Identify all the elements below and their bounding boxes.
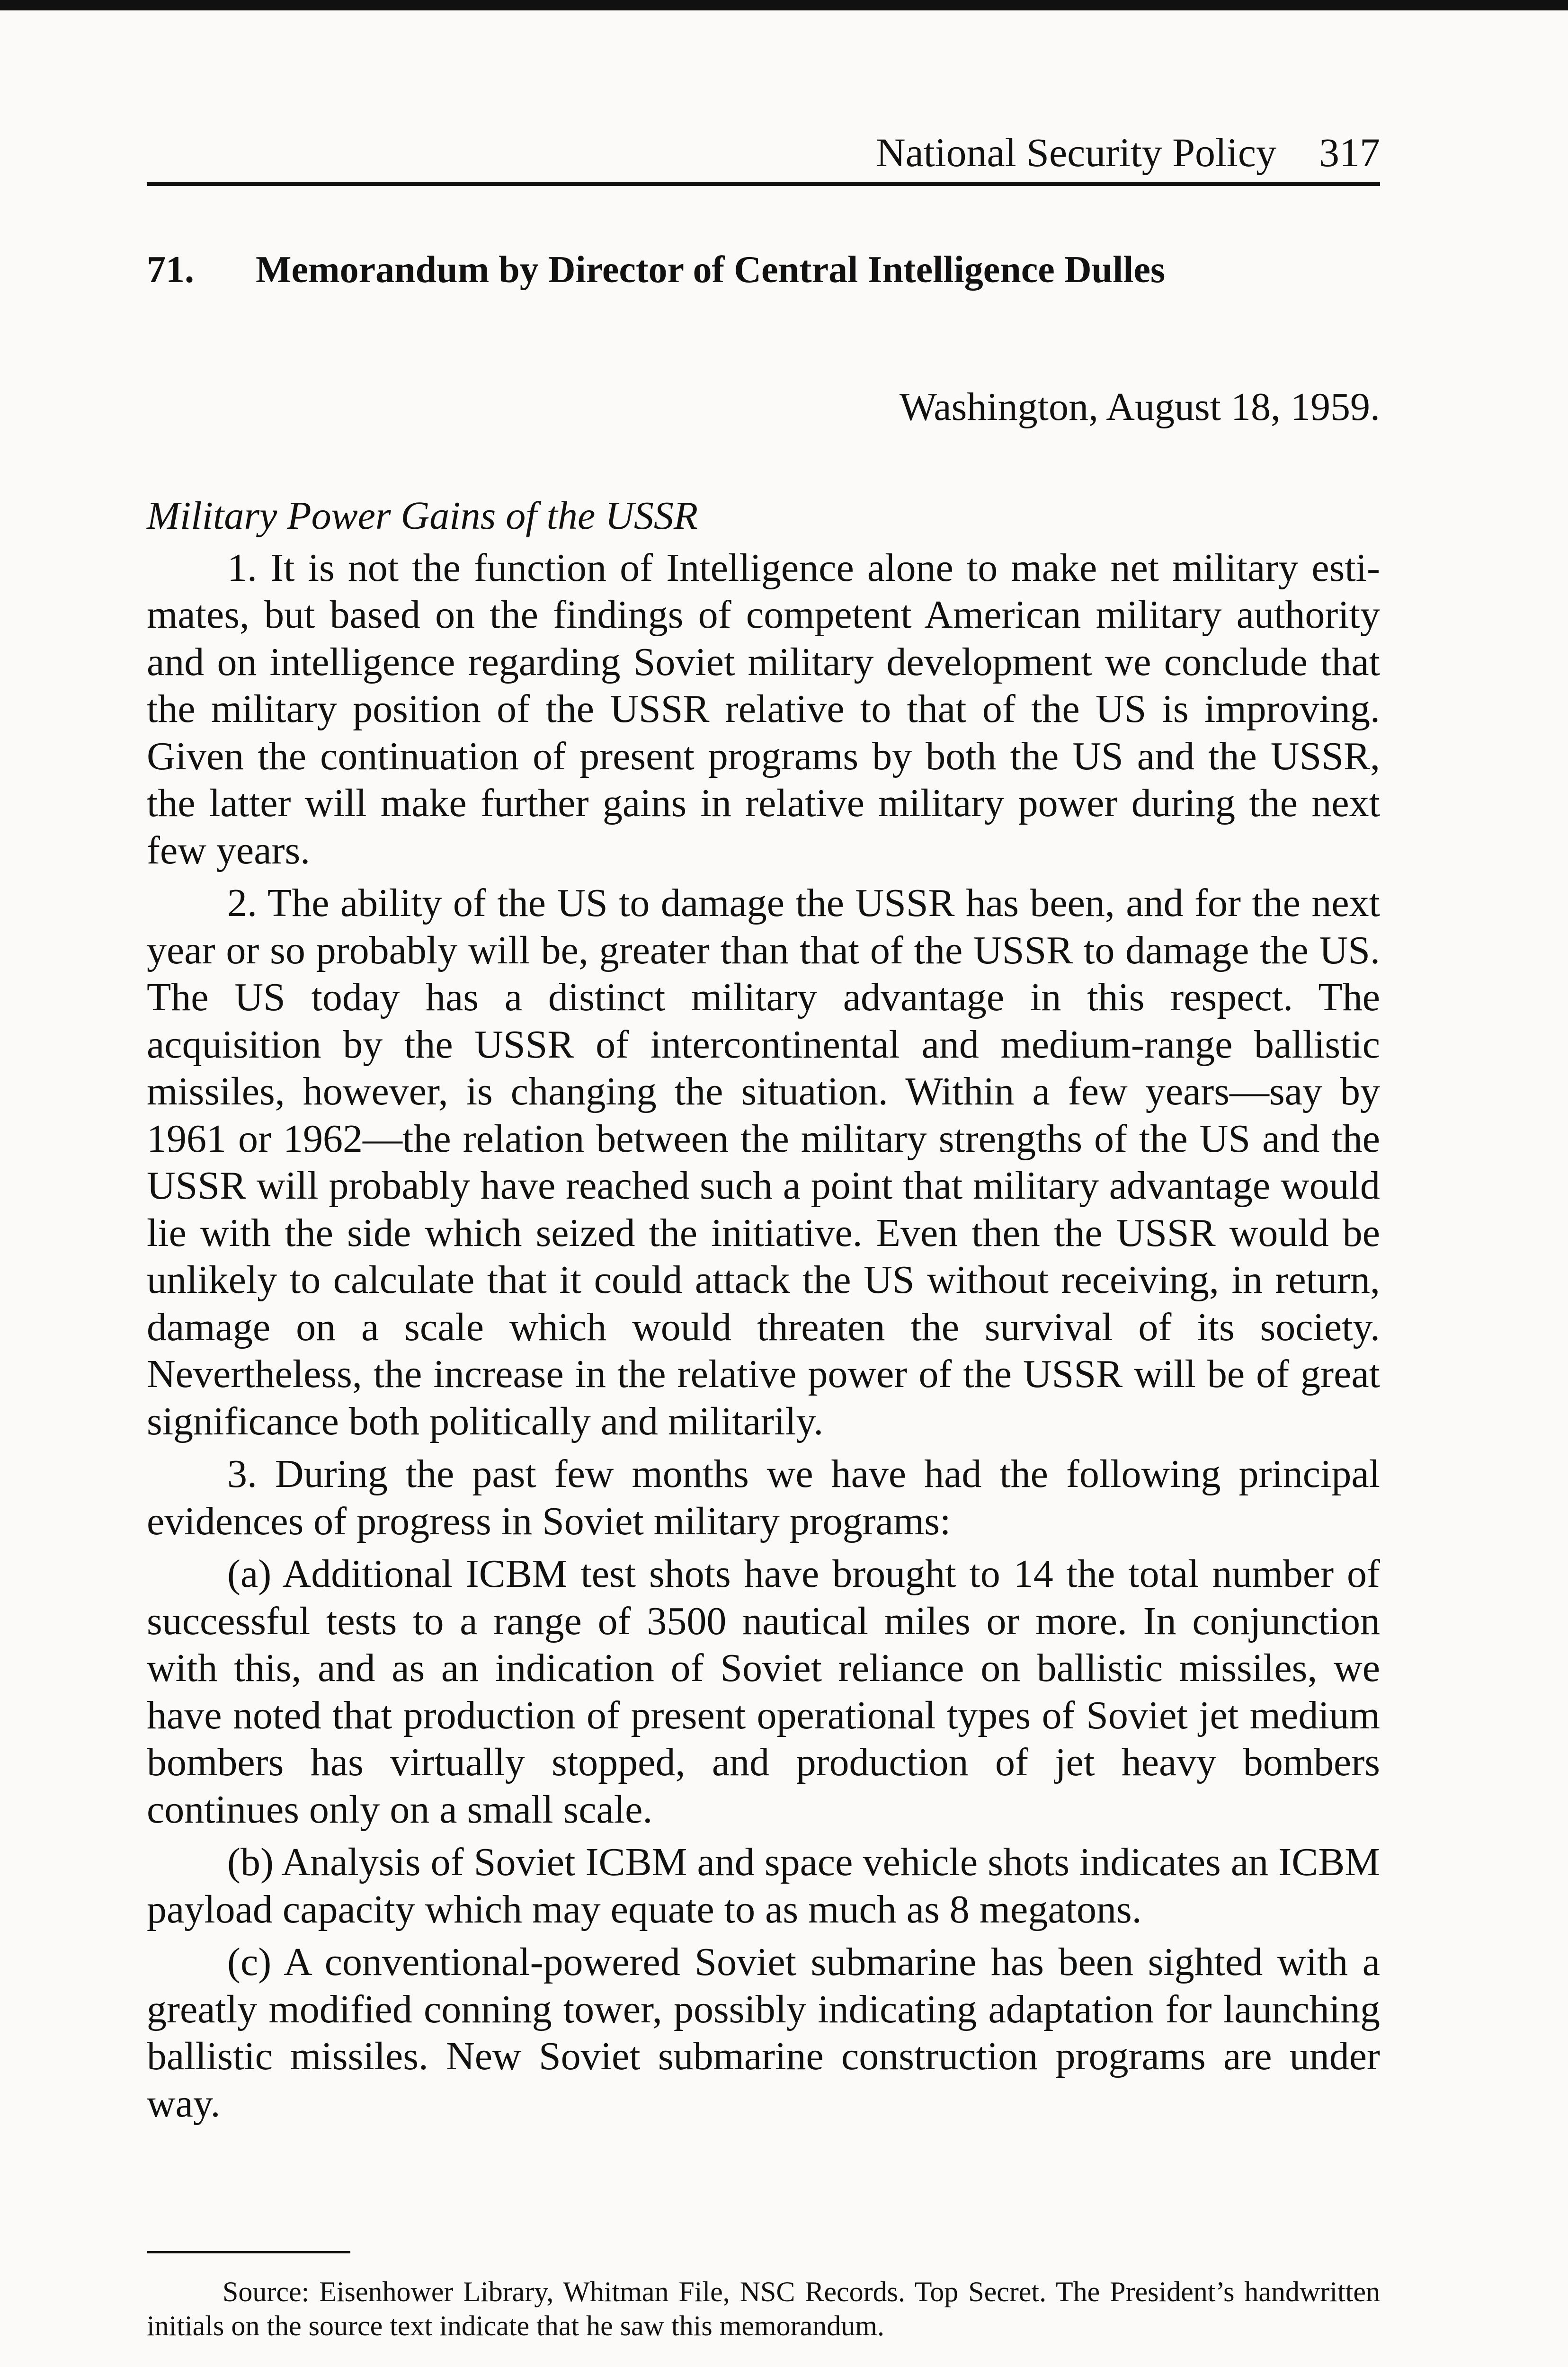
memorandum-body [147,492,1380,2133]
paragraph-2: 2. The ability of the US to damage the USSR has been, and for the next year or so probably will be, greater than that of the USSR to damage the US. The US today has a distinct military advantage in this respect. The acquisition by the USSR of intercontinental and medium-range ballistic missiles, however, is changing the situation. Within a few years—say by 1961 or 1962—the relation between the military strengths of the US and the USSR will probably have reached such a point that military advantage would lie with the side which seized the initiative. Even then the USSR would be unlikely to calculate that it could attack the US without receiving, in return, damage on a scale which would threaten the survival of its society. Nevertheless, the increase in the relative power of the USSR will be of great significance both politically and militarily. [147,881,1380,1443]
document-number: 71. [147,249,194,291]
header-rule [147,182,1380,186]
document-heading [147,241,1380,298]
source-footnote [147,2275,1380,2343]
running-title: National Security Policy [876,130,1276,175]
section-subheading: Military Power Gains of the USSR [147,494,698,538]
dateline: Washington, August 18, 1959. [899,385,1380,429]
paragraph-3a: (a) Additional ICBM test shots have brought to 14 the total number of successful tests to a range of 3500 nautical miles or more. In conjunction with this, and as an indication of Soviet reliance on ballistic missiles, we have noted that production of present operational types of Soviet jet medium bombers has virtually stopped, and production of jet heavy bombers continues only on a small scale. [147,1552,1380,1832]
running-header [876,124,1380,181]
scan-top-edge [0,0,1568,10]
paragraph-1: 1. It is not the function of Intelligence alone to make net military estimates, but based on the findings of competent American military authority and on intelligence regarding Soviet military development we conclude that the military position of the USSR relative to that of the US is improving. Given the continuation of present programs by both the US and the USSR, the latter will make further gains in relative military power during the next few years. [147,545,1380,872]
paragraph-3b: (b) Analysis of Soviet ICBM and space vehicle shots indicates an ICBM payload capacity which may equate to as much as 8 megatons. [147,1840,1380,1931]
paragraph-3: 3. During the past few months we have had the following principal evidences of progress in Soviet military programs: [147,1452,1380,1543]
page-number: 317 [1319,130,1380,175]
document-title: Memorandum by Director of Central Intelligence Dulles [256,249,1166,291]
paragraph-3c: (c) A conventional-powered Soviet submarine has been sighted with a greatly modified conning tower, possibly indicating adaptation for launching ballistic missiles. New Soviet submarine construction programs are under way. [147,1940,1380,2126]
footnote-text: Source: Eisenhower Library, Whitman File, NSC Records. Top Secret. The President’s handwritten initials on the source text indicate that he saw this memorandum. [147,2276,1380,2341]
footnote-rule [147,2251,350,2253]
